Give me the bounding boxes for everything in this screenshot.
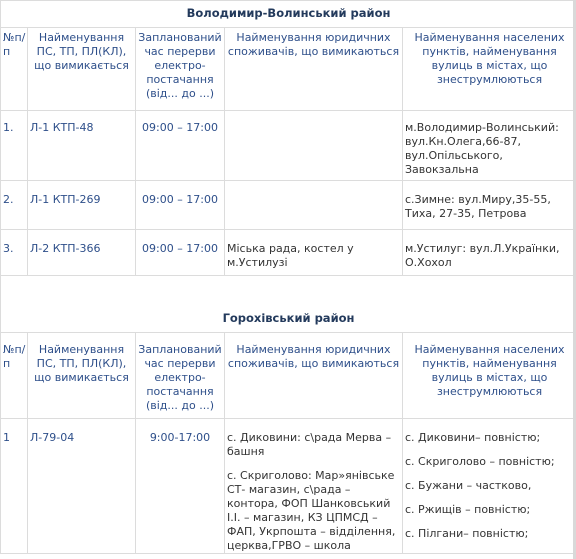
table-row: [1, 419, 576, 554]
section-spacer: [1, 276, 576, 301]
place-entry: с. Диковини– повністю;: [405, 431, 541, 444]
header-places: Найменування населених пунктів, найменування вулиць в містах, що знеструмлюються: [403, 333, 576, 419]
header-ps: Найменування ПС, ТП, ПЛ(КЛ), що вимикається: [28, 333, 136, 419]
table-row: [1, 111, 576, 181]
row-time: 09:00 – 17:00: [136, 230, 225, 276]
row-places: м.Володимир-Волинський: вул.Кн.Олега,66-87, вул.Опільського, Завокзальна: [403, 111, 576, 181]
section-title-row: [1, 301, 576, 333]
place-entry: с. Скриголово – повністю;: [405, 455, 555, 468]
row-time: 9:00-17:00: [136, 419, 225, 554]
header-time: Запланований час перерви електро-постачання (від... до ...): [136, 28, 225, 111]
row-time: 09:00 – 17:00: [136, 111, 225, 181]
row-legal: Міська рада, костел у м.Устилузі: [225, 230, 403, 276]
row-ps: Л-79-04: [28, 419, 136, 554]
row-num: 3.: [1, 230, 28, 276]
row-time: 09:00 – 17:00: [136, 181, 225, 230]
header-places: Найменування населених пунктів, найменування вулиць в містах, що знеструмлюються: [403, 28, 576, 111]
section-title-row: [1, 1, 576, 28]
row-ps: Л-2 КТП-366: [28, 230, 136, 276]
header-num: №п/п: [1, 333, 28, 419]
header-time: Запланований час перерви електро-постачання (від... до ...): [136, 333, 225, 419]
district-title: Горохівський район: [1, 301, 576, 333]
row-num: 2.: [1, 181, 28, 230]
header-num: №п/п: [1, 28, 28, 111]
place-entry: с. Ржищів – повністю;: [405, 503, 531, 516]
row-legal: [225, 181, 403, 230]
row-places: с.Зимне: вул.Миру,35-55, Тиха, 27-35, Петрова: [403, 181, 576, 230]
row-num: 1: [1, 419, 28, 554]
legal-entry: с. Скриголово: Мар»янівське СТ- магазин, с\рада – контора, ФОП Шанковський І.І. – магазин, КЗ ЦПМСД – ФАП, Укрпошта – відділення, церква,ГРВО – школа: [227, 469, 396, 552]
district-title: Володимир-Волинський район: [1, 1, 576, 28]
header-ps: Найменування ПС, ТП, ПЛ(КЛ), що вимикається: [28, 28, 136, 111]
header-row: [1, 333, 576, 419]
place-entry: с. Бужани – частково,: [405, 479, 532, 492]
row-places: [403, 419, 576, 554]
row-legal: [225, 419, 403, 554]
spacer-cell: [1, 276, 576, 301]
row-legal: [225, 111, 403, 181]
place-entry: с. Пілгани– повністю;: [405, 527, 529, 540]
table-row: [1, 181, 576, 230]
row-ps: Л-1 КТП-48: [28, 111, 136, 181]
row-num: 1.: [1, 111, 28, 181]
header-legal: Найменування юридичних споживачів, що вимикаються: [225, 333, 403, 419]
row-ps: Л-1 КТП-269: [28, 181, 136, 230]
row-places: м.Устилуг: вул.Л.Українки, О.Хохол: [403, 230, 576, 276]
header-row: [1, 28, 576, 111]
legal-entry: с. Диковини: с\рада Мерва – башня: [227, 431, 392, 458]
header-legal: Найменування юридичних споживачів, що вимикаються: [225, 28, 403, 111]
table-row: [1, 230, 576, 276]
